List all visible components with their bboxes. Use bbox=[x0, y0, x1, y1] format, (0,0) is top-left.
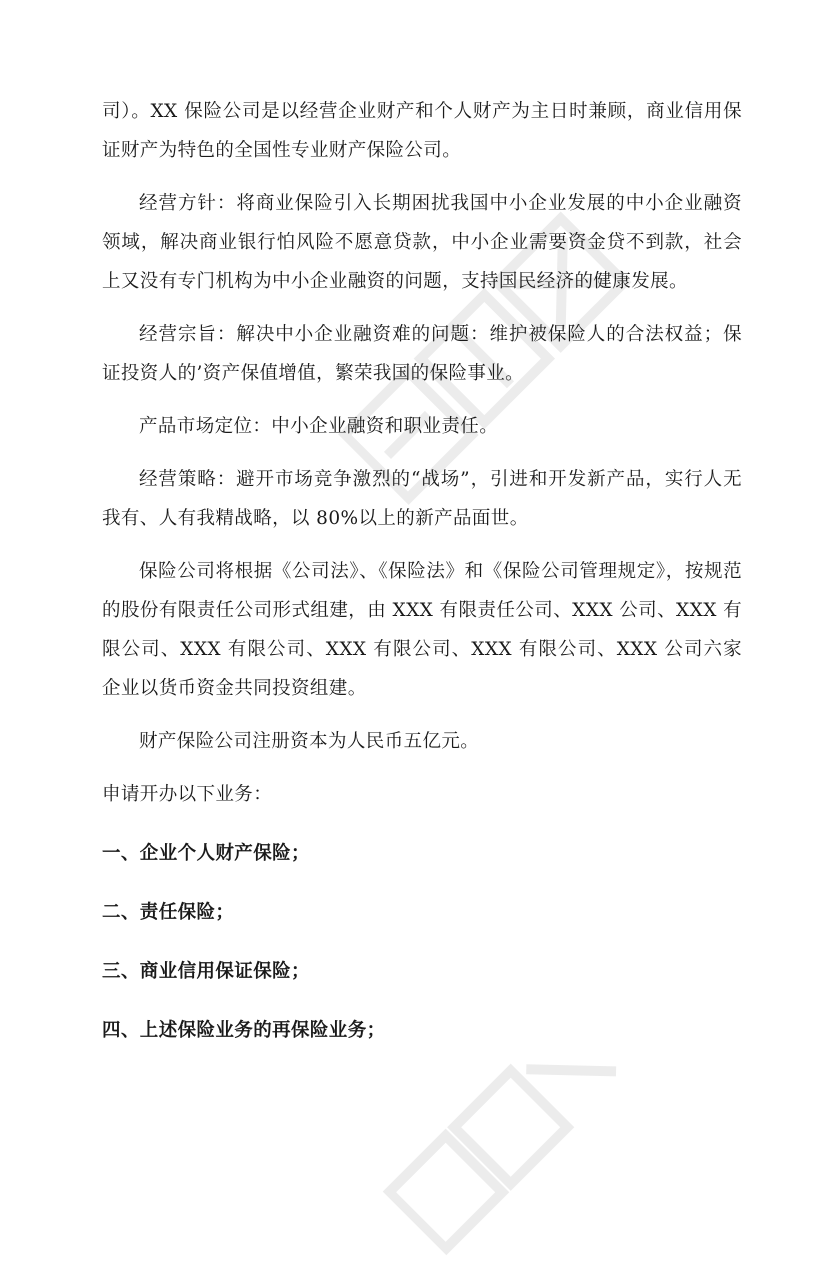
paragraph-business-purpose: 经营宗旨：解决中小企业融资难的问题：维护被保险人的合法权益；保证投资人的’资产保值增值，繁荣我国的保险事业。 bbox=[102, 324, 742, 384]
paragraph-market-positioning: 产品市场定位：中小企业融资和职业责任。 bbox=[139, 416, 499, 437]
business-item-3: 三、商业信用保证保险； bbox=[102, 961, 310, 982]
paragraph-establishment: 保险公司将根据《公司法》、《保险法》和《保险公司管理规定》，按规范的股份有限责任公司形式组建，由 XXX 有限责任公司、XXX 公司、XXX 有限公司、XXX 有限公司、XXX 有限公司、XXX 有限公司、XXX 公司六家企业以货币资金共同投资组建。 bbox=[102, 561, 742, 699]
business-item-1: 一、企业个人财产保险； bbox=[102, 843, 310, 864]
paragraph-apply-business: 申请开办以下业务： bbox=[102, 784, 273, 805]
paragraph-company-intro: 司）。XX 保险公司是以经营企业财产和个人财产为主日时兼顾，商业信用保证财产为特色的全国性专业财产保险公司。 bbox=[102, 101, 742, 161]
paragraph-business-strategy: 经营策略：避开市场竞争激烈的“战场”，引进和开发新产品，实行人无我有、人有我精战略，以 80%以上的新产品面世。 bbox=[102, 469, 742, 529]
business-item-4: 四、上述保险业务的再保险业务； bbox=[102, 1020, 386, 1041]
document-body bbox=[102, 92, 742, 1050]
paragraph-registered-capital: 财产保险公司注册资本为人民币五亿元。 bbox=[139, 731, 480, 752]
business-item-2: 二、责任保险； bbox=[102, 902, 235, 923]
paragraph-business-policy: 经营方针：将商业保险引入长期困扰我国中小企业发展的中小企业融资领域，解决商业银行怕风险不愿意贷款，中小企业需要资金贷不到款，社会上又没有专门机构为中小企业融资的问题，支持国民经济的健康发展。 bbox=[102, 193, 742, 292]
